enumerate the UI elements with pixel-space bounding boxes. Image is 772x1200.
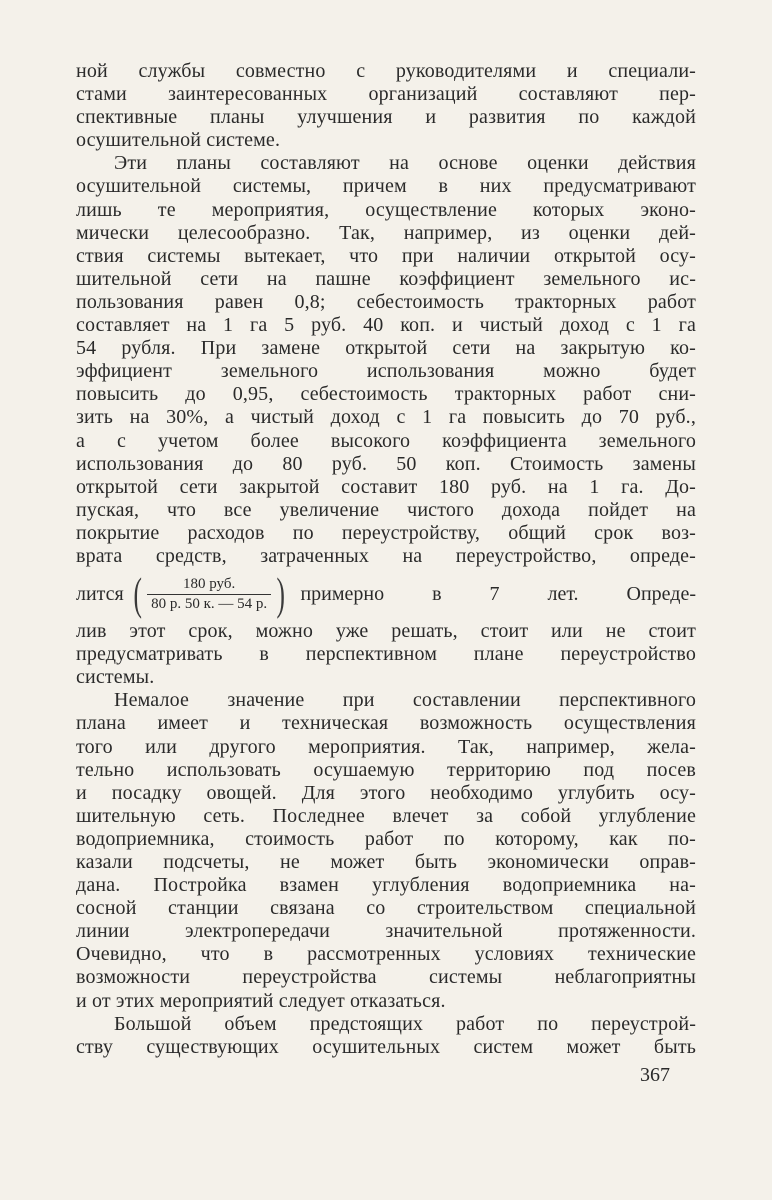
page-body [76, 60, 696, 1059]
text-line: врата средств, затраченных на переустройство, опреде- [76, 544, 696, 567]
text-line: водоприемника, стоимость работ по которому, как по- [76, 827, 696, 850]
text-line: Большой объем предстоящих работ по переустрой- [114, 1012, 696, 1035]
text-line: а с учетом более высокого коэффициента земельного [76, 429, 696, 452]
fraction [147, 576, 271, 613]
text-line: системы. [76, 666, 155, 689]
text-line: тельно использовать осушаемую территорию под посев [76, 758, 696, 781]
page-number: 367 [640, 1064, 670, 1086]
formula-lead-word: лится [76, 582, 124, 605]
text-line: повысить до 0,95, себестоимость тракторных работ сни- [76, 383, 696, 406]
text-line: пользования равен 0,8; себестоимость тракторных работ [76, 290, 696, 313]
paragraph-block-after-formula [76, 620, 696, 1059]
text-line: покрытие расходов по переустройству, общий срок воз- [76, 521, 696, 544]
text-line: осушительной системы, причем в них предусматривают [76, 175, 696, 198]
text-line: ству существующих осушительных систем может быть [76, 1035, 696, 1058]
text-line: и посадку овощей. Для этого необходимо углубить осу- [76, 781, 696, 804]
text-line: использования до 80 руб. 50 коп. Стоимость замены [76, 452, 696, 475]
text-line: возможности переустройства системы неблагоприятны [76, 966, 696, 989]
text-line: Немалое значение при составлении перспективного [114, 689, 696, 712]
text-line: и от этих мероприятий следует отказаться. [76, 989, 446, 1012]
text-line: Очевидно, что в рассмотренных условиях технические [76, 943, 696, 966]
text-line: казали подсчеты, не может быть экономически оправ- [76, 851, 696, 873]
paragraph-block-before-formula [76, 60, 696, 568]
formula-line [76, 568, 696, 620]
text-line: плана имеет и техническая возможность осуществления [76, 712, 696, 735]
text-line: линии электропередачи значительной протяженности. [76, 920, 696, 943]
text-line: открытой сети закрытой составит 180 руб. на 1 га. До- [76, 475, 696, 498]
text-line: лишь те мероприятия, осуществление которых эконо- [76, 198, 696, 221]
text-line: 54 рубля. При замене открытой сети на закрытую ко- [76, 337, 696, 360]
formula-rest-text: примерно в 7 лет. Опреде- [300, 582, 696, 605]
text-line: Эти планы составляют на основе оценки действия [114, 152, 696, 175]
text-line: спективные планы улучшения и развития по каждой [76, 106, 696, 129]
text-line: пуская, что все увеличение чистого дохода пойдет на [76, 498, 696, 521]
text-line: шительную сеть. Последнее влечет за собой углубление [76, 804, 696, 827]
text-line: ной службы совместно с руководителями и специали- [76, 60, 696, 82]
formula-open-paren: ( [133, 568, 142, 620]
text-line: эффициент земельного использования можно будет [76, 360, 696, 383]
fraction-numerator: 180 руб. [182, 575, 236, 592]
text-line: шительной сети на пашне коэффициент земельного ис- [76, 267, 696, 290]
text-line: осушительной системе. [76, 129, 281, 152]
text-line: дана. Постройка взамен углубления водоприемника на- [76, 874, 696, 897]
text-line: стами заинтересованных организаций составляют пер- [76, 83, 696, 106]
text-line: предусматривать в перспективном плане переустройство [76, 643, 696, 666]
text-line: составляет на 1 га 5 руб. 40 коп. и чистый доход с 1 га [76, 314, 696, 337]
text-line: того или другого мероприятия. Так, например, жела- [76, 735, 696, 758]
text-line: мически целесообразно. Так, например, из оценки дей- [76, 221, 696, 244]
text-line: лив этот срок, можно уже решать, стоит или не стоит [76, 620, 696, 643]
text-line: сосной станции связана со строительством специальной [76, 897, 696, 920]
fraction-denominator: 80 р. 50 к. — 54 р. [151, 595, 268, 612]
formula-close-paren: ) [276, 568, 286, 620]
text-line: ствия системы вытекает, что при наличии открытой осу- [76, 244, 696, 267]
text-line: зить на 30%, а чистый доход с 1 га повысить до 70 руб., [76, 406, 696, 429]
